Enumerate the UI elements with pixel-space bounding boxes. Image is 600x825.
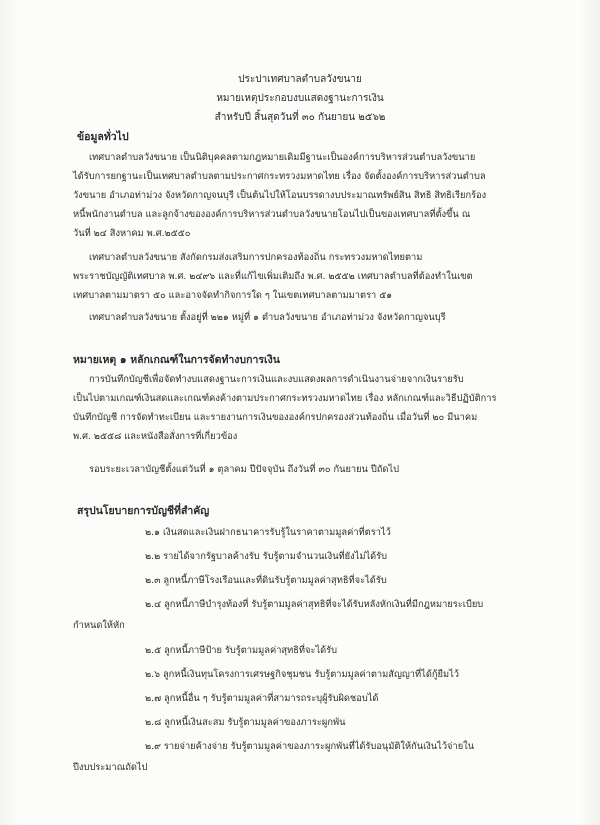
general-p1-line: เทศบาลตำบลวังขนาย เป็นนิติบุคคลตามกฎหมายเดิมมีฐานะเป็นองค์การบริหารส่วนตำบลวังขนาย (89, 152, 476, 163)
general-paragraph-2 (73, 248, 555, 305)
header-line-1: ประปาเทศบาลตำบลวังขนาย (238, 74, 362, 85)
policy-item: ๒.๔ ลูกหนี้ภาษีบำรุงท้องที่ รับรู้ตามมูลค่าสุทธิที่จะได้รับหลังหักเงินที่มีกฎหมายระเบียบ (145, 599, 484, 610)
note1-p1-line: บันทึกบัญชี การจัดทำทะเบียน และรายงานการเงินขององค์กรปกครองส่วนท้องถิ่น เมื่อวันที่ ๒๐ มีนาคม (73, 412, 478, 423)
general-p1-line: วันที่ ๒๔ สิงหาคม พ.ศ.๒๕๕๐ (73, 228, 191, 239)
policy-item: ๒.๕ ลูกหนี้ภาษีป้าย รับรู้ตามมูลค่าสุทธิที่จะได้รับ (145, 645, 338, 656)
policy-item-continuation: ปีงบประมาณถัดไป (73, 762, 148, 773)
general-paragraph-1 (73, 148, 555, 243)
general-p1-line: วังขนาย อำเภอท่าม่วง จังหวัดกาญจนบุรี เป็นต้นไปให้โอนบรรดางบประมาณทรัพย์สิน สิทธิ สิทธิเรียกร้อง (73, 190, 487, 201)
note1-p1-line: พ.ศ. ๒๕๕๘ และหนังสือสั่งการที่เกี่ยวข้อง (73, 431, 238, 442)
policy-item: ๒.๗ ลูกหนี้อื่น ๆ รับรู้ตามมูลค่าที่สามารถระบุผู้รับผิดชอบได้ (145, 693, 379, 704)
policy-item: ๒.๑ เงินสดและเงินฝากธนาคารรับรู้ในราคาตามมูลค่าที่ตราไว้ (145, 527, 391, 538)
document-header (0, 70, 600, 127)
header-line-2: หมายเหตุประกอบงบแสดงฐานะการเงิน (216, 93, 384, 104)
policy-item: ๒.๖ ลูกหนี้เงินทุนโครงการเศรษฐกิจชุมชน รับรู้ตามมูลค่าตามสัญญาที่ได้กู้ยืมไว้ (145, 669, 459, 680)
header-line-3: สำหรับปี สิ้นสุดวันที่ ๓๐ กันยายน ๒๕๖๒ (214, 112, 386, 123)
note1-p1-line: การบันทึกบัญชีเพื่อจัดทำงบแสดงฐานะการเงินและงบแสดงผลการดำเนินงานจ่ายจากเงินรายรับ (89, 374, 464, 385)
note1-paragraph-1 (73, 370, 555, 446)
policy-item: ๒.๓ ลูกหนี้ภาษีโรงเรือนและที่ดินรับรู้ตามมูลค่าสุทธิที่จะได้รับ (145, 575, 387, 586)
policy-item: ๒.๒ รายได้จากรัฐบาลค้างรับ รับรู้ตามจำนวนเงินที่ยังไม่ได้รับ (145, 551, 388, 562)
general-p2-line: เทศบาลตามมาตรา ๕๐ และอาจจัดทำกิจการใด ๆ ในเขตเทศบาลตามมาตรา ๕๑ (73, 290, 393, 301)
section-heading-policy: สรุปนโยบายการบัญชีที่สำคัญ (77, 505, 210, 517)
general-p2-line: เทศบาลตำบลวังขนาย สังกัดกรมส่งเสริมการปกครองท้องถิ่น กระทรวงมหาดไทยตาม (89, 252, 423, 263)
policy-item: ๒.๙ รายจ่ายค้างจ่าย รับรู้ตามมูลค่าของภาระผูกพันที่ได้รับอนุมัติให้กันเงินไว้จ่ายใน (145, 741, 475, 752)
general-p3-line: เทศบาลตำบลวังขนาย ตั้งอยู่ที่ ๒๒๑ หมู่ที่ ๑ ตำบลวังขนาย อำเภอท่าม่วง จังหวัดกาญจนบุรี (89, 312, 446, 323)
note1-p1-line: เป็นไปตามเกณฑ์เงินสดและเกณฑ์คงค้างตามประกาศกระทรวงมหาดไทย เรื่อง หลักเกณฑ์และวิธีปฏิบัติการ (73, 393, 497, 404)
section-heading-note1: หมายเหตุ ๑ หลักเกณฑ์ในการจัดทำงบการเงิน (73, 354, 280, 366)
general-p2-line: พระราชบัญญัติเทศบาล พ.ศ. ๒๔๙๖ และที่แก้ไขเพิ่มเติมถึง พ.ศ. ๒๕๕๒ เทศบาลตำบลที่ต้องทำในเขต (73, 271, 473, 282)
general-paragraph-3 (89, 308, 559, 327)
note1-paragraph-2 (89, 460, 559, 479)
general-p1-line: หนี้พนักงานตำบล และลูกจ้างขององค์การบริหารส่วนตำบลวังขนายโอนไปเป็นของเทศบาลที่ตั้งขึ้น ณ (73, 209, 471, 220)
section-heading-general: ข้อมูลทั่วไป (77, 131, 129, 143)
policy-item: ๒.๘ ลูกหนี้เงินสะสม รับรู้ตามมูลค่าของภาระผูกพัน (145, 717, 346, 728)
note1-p2-line: รอบระยะเวลาบัญชีตั้งแต่วันที่ ๑ ตุลาคม ปีปัจจุบัน ถึงวันที่ ๓๐ กันยายน ปีถัดไป (89, 464, 400, 475)
policy-item-continuation: กำหนดให้หัก (73, 620, 125, 631)
general-p1-line: ได้รับการยกฐานะเป็นเทศบาลตำบลตามประกาศกระทรวงมหาดไทย เรื่อง จัดตั้งองค์การบริหารส่วนตำบล (73, 171, 486, 182)
